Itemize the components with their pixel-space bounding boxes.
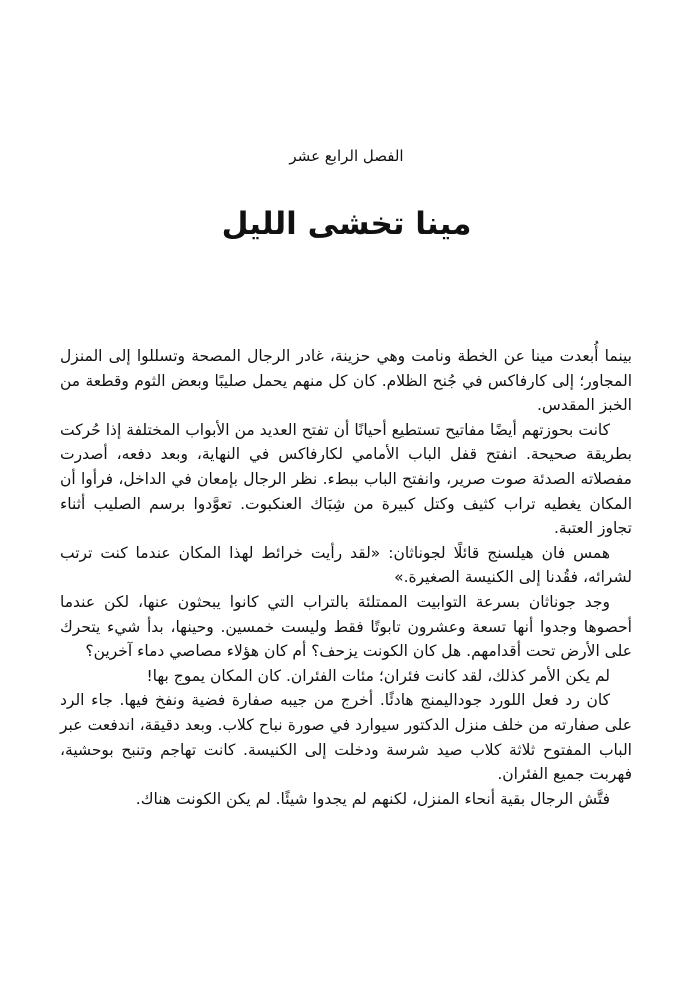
paragraph: كانت بحوزتهم أيضًا مفاتيح تستطيع أحيانًا أن تفتح العديد من الأبواب المختلفة إذا حُركت بطريقة صحيحة. انفتح قفل الباب الأمامي لكارفاكس في النهاية، وبعد دفعه، أصدرت مفصلاته الصدئة صوت صرير، وانفتح الباب ببطء. نظر الرجال بإمعان في الداخل، فرأوا أن المكان يغطيه تراب كثيف وكتل كبيرة من شِبَاك العنكبوت. تعوَّدوا برسم الصليب أثناء تجاوز العتبة. — [60, 420, 632, 538]
paragraph: فتَّش الرجال بقية أنحاء المنزل، لكنهم لم يجدوا شيئًا. لم يكن الكونت هناك. — [135, 789, 610, 808]
chapter-body — [60, 344, 632, 811]
paragraph: همس فان هيلسنج قائلًا لجوناثان: «لقد رأيت خرائط لهذا المكان عندما كنت ترتب لشرائه، فقُدنا إلى الكنيسة الصغيرة.» — [60, 543, 632, 587]
paragraph: كان رد فعل اللورد جوداليمنج هادئًا. أخرج من جيبه صفارة فضية ونفخ فيها. جاء الرد على صفارته من خلف منزل الدكتور سيوارد في صورة نباح كلاب. وبعد دقيقة، اندفعت عبر الباب المفتوح ثلاثة كلاب صيد شرسة ودخلت إلى الكنيسة. كانت تهاجم وتنبح بوحشية، فهربت جميع الفئران. — [60, 691, 632, 784]
paragraph: وجد جوناثان بسرعة التوابيت الممتلئة بالتراب التي كانوا يبحثون عنها، لكن عندما أحصوها وجدوا أنها تسعة وعشرون تابوتًا فقط وليست خمسين. وحينها، بدأ شيء يتحرك على الأرض تحت أقدامهم. هل كان الكونت يزحف؟ أم كان هؤلاء مصاصي دماء آخرين؟ — [60, 592, 632, 661]
chapter-number: الفصل الرابع عشر — [289, 147, 404, 165]
paragraph: لم يكن الأمر كذلك، لقد كانت فئران؛ مئات الفئران. كان المكان يموج بها! — [146, 666, 610, 685]
chapter-title: مينا تخشى الليل — [221, 206, 472, 242]
paragraph: بينما أُبعدت مينا عن الخطة ونامت وهي حزينة، غادر الرجال المصحة وتسللوا إلى المنزل المجاور؛ إلى كارفاكس في جُنح الظلام. كان كل منهم يحمل صليبًا وبعض الثوم وقطعة من الخبز المقدس. — [60, 347, 632, 415]
